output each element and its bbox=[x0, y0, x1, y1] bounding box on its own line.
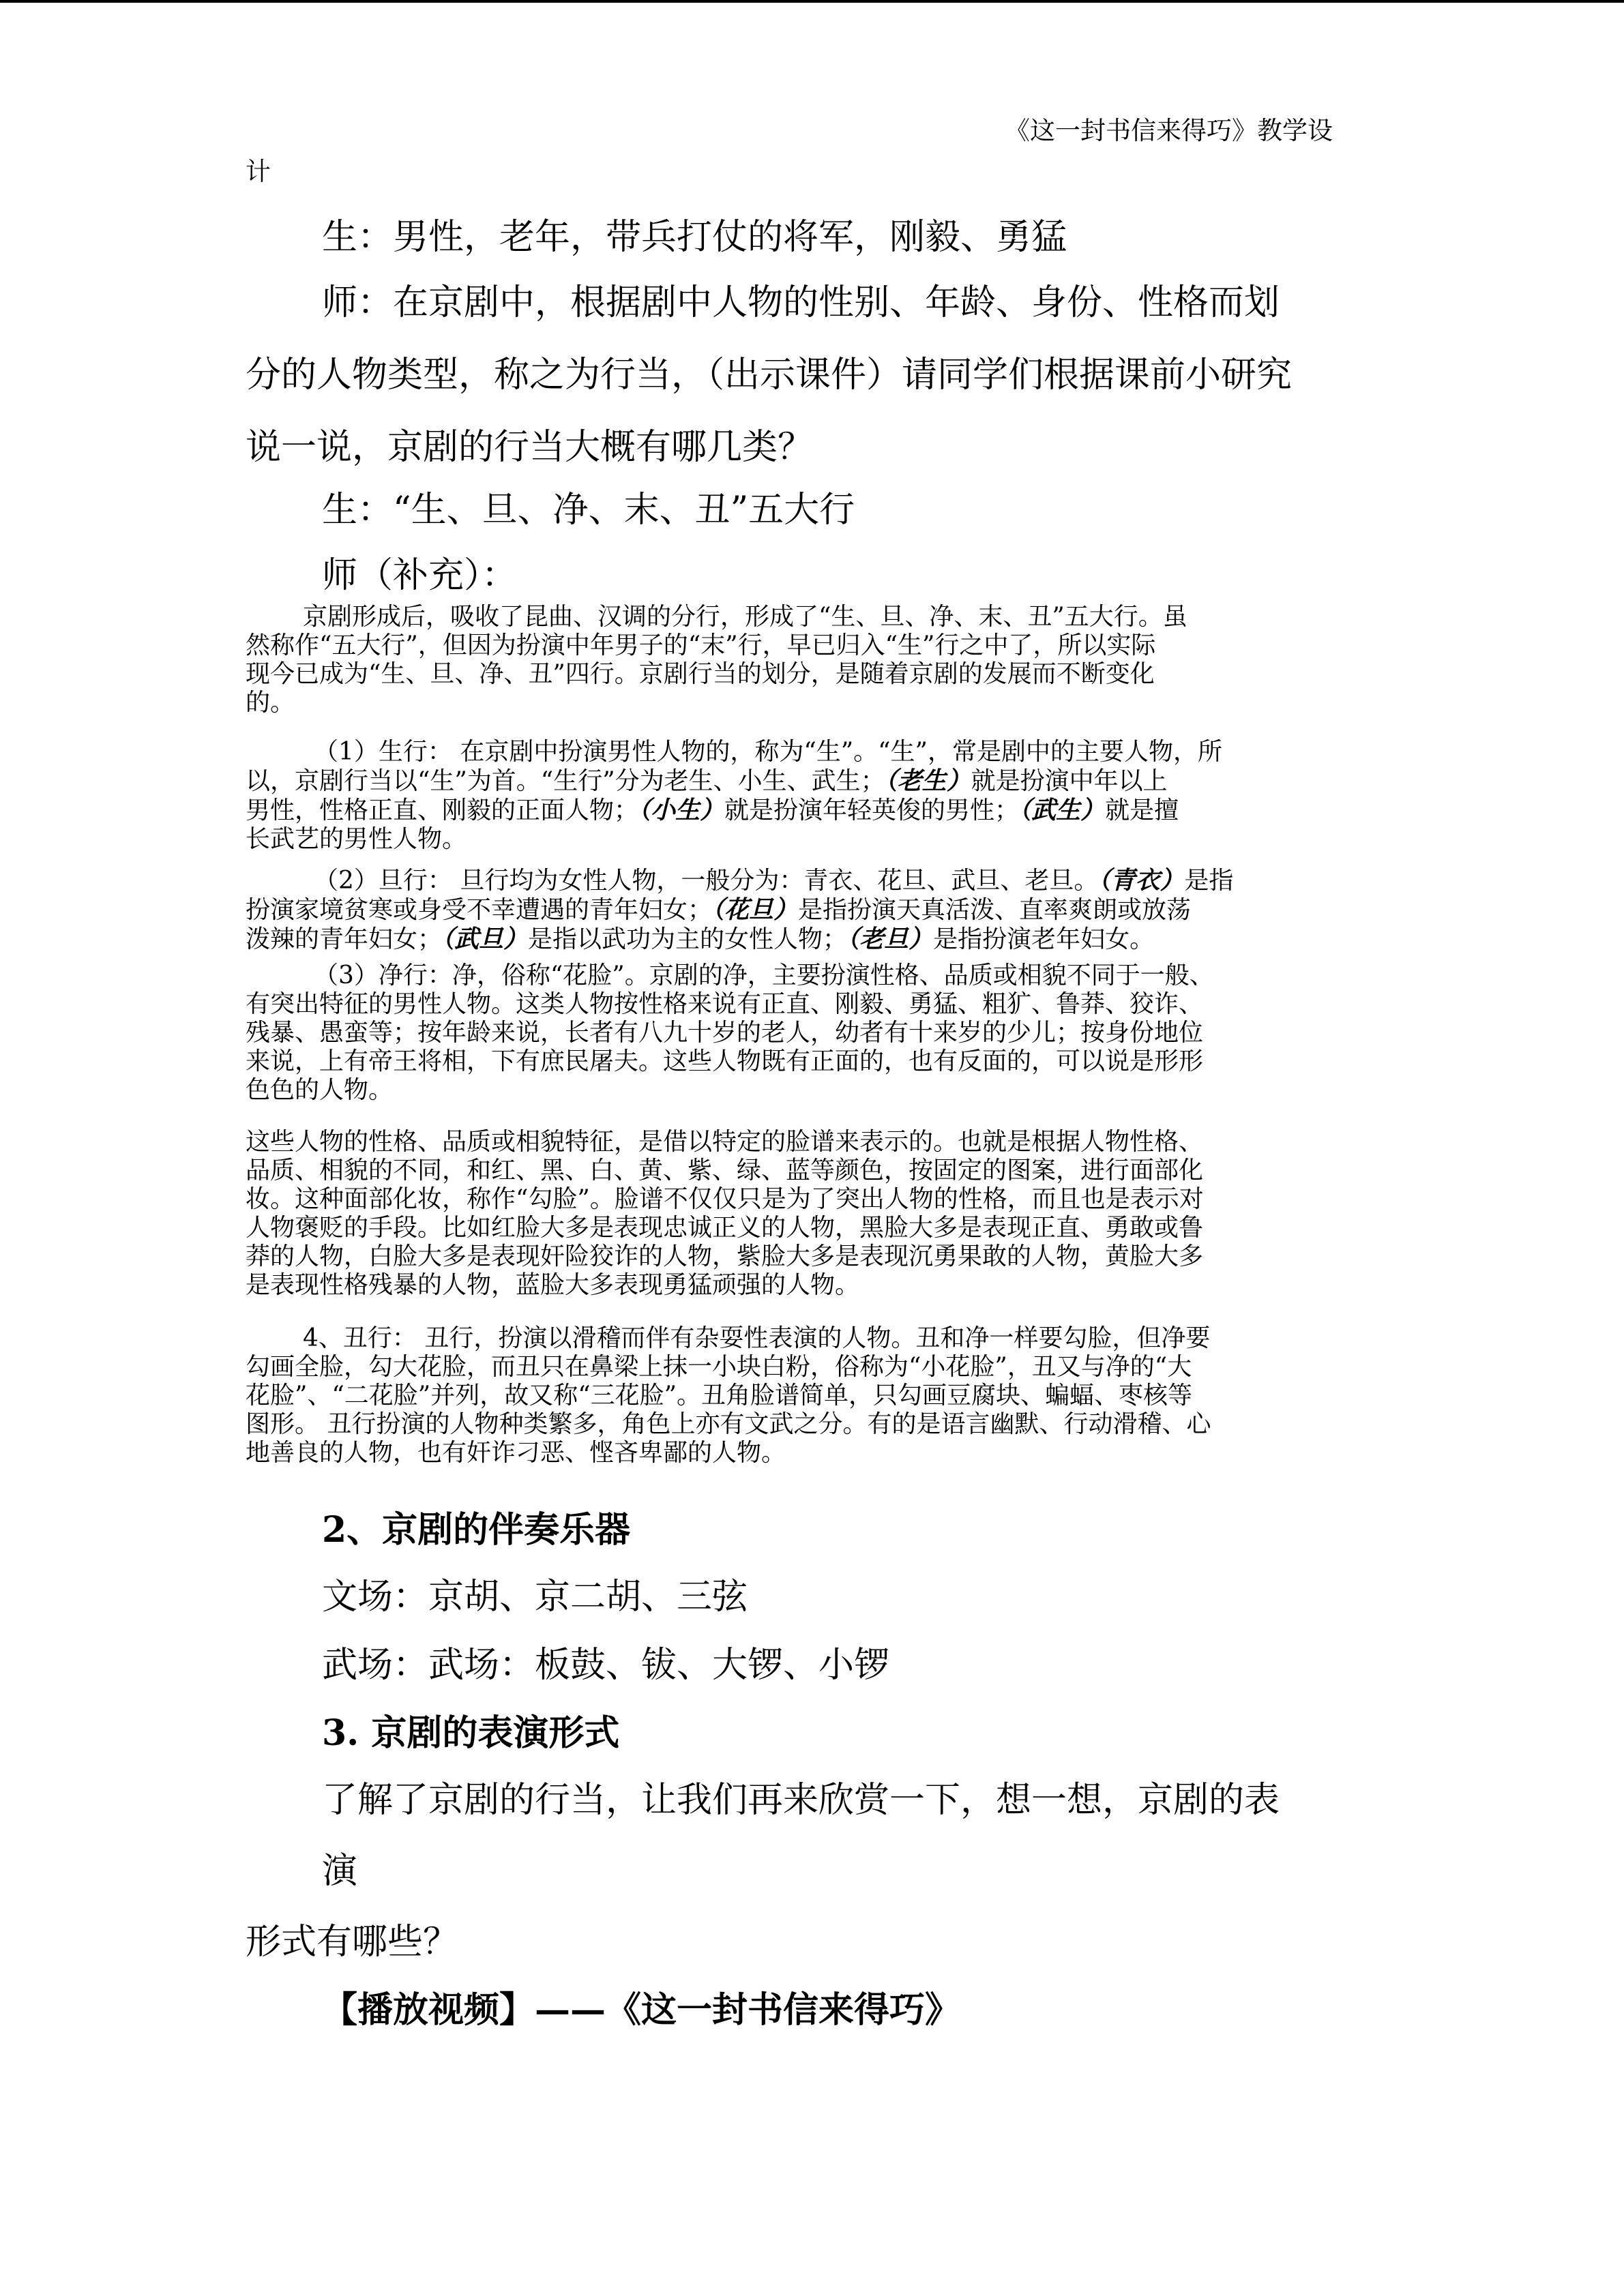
teacher-question-line: 说一说，京剧的行当大概有哪几类？ bbox=[246, 427, 814, 468]
role-term-wudan: （武旦） bbox=[442, 925, 529, 953]
text-line: 妆。这种面部化妆，称作“勾脸”。脸谱不仅仅只是为了突出人物的性格，而且也是表示对 bbox=[246, 1185, 1204, 1213]
text-line: 勾画全脸，勾大花脸，而丑只在鼻梁上抹一小块白粉，俗称为“小花脸”，丑又与净的“大 bbox=[246, 1353, 1192, 1381]
text-segment: 扮演家境贫寒或身受不幸遭遇的青年妇女； bbox=[246, 896, 713, 924]
performance-question-line: 演 bbox=[322, 1851, 358, 1892]
text-segment: 就是扮演年轻英俊的男性； bbox=[724, 796, 1020, 824]
text-line: 有突出特征的男性人物。这类人物按性格来说有正直、刚毅、勇猛、粗犷、鲁莽、狡诈、 bbox=[246, 990, 1204, 1018]
supplement-intro bbox=[246, 603, 1378, 717]
student-answer-1: 生：男性，老年，带兵打仗的将军，刚毅、勇猛 bbox=[322, 217, 1067, 258]
student-answer-2: 生：“生、旦、净、末、丑”五大行 bbox=[322, 490, 855, 531]
text-line: 然称作“五大行”，但因为扮演中年男子的“末”行，早已归入“生”行之中了，所以实际 bbox=[246, 631, 1156, 659]
text-segment: 就是扮演中年以上 bbox=[971, 767, 1168, 795]
section-heading-instruments: 2、京剧的伴奏乐器 bbox=[322, 1509, 631, 1551]
text-segment: 是指扮演老年妇女。 bbox=[933, 925, 1155, 953]
text-line: （1）生行： 在京剧中扮演男性人物的，称为“生”。“生”，常是剧中的主要人物，所 bbox=[314, 738, 1222, 766]
sheng-role-paragraph bbox=[246, 738, 1378, 854]
text-segment: （2）旦行： 旦行均为女性人物，一般分为：青衣、花旦、武旦、老旦。 bbox=[314, 867, 1099, 895]
text-line bbox=[246, 866, 1378, 895]
performance-question-line: 了解了京剧的行当，让我们再来欣赏一下，想一想，京剧的表 bbox=[322, 1780, 1280, 1821]
performance-question-line: 形式有哪些？ bbox=[246, 1922, 459, 1963]
wenchang-instruments: 文场：京胡、京二胡、三弦 bbox=[322, 1577, 748, 1617]
wuchang-instruments: 武场：武场：板鼓、钹、大锣、小锣 bbox=[322, 1645, 890, 1686]
text-segment: 以，京剧行当以“生”为首。“生行”分为老生、小生、武生； bbox=[246, 767, 885, 795]
dan-role-paragraph bbox=[246, 866, 1378, 954]
text-line: 京剧形成后，吸收了昆曲、汉调的分行，形成了“生、旦、净、末、丑”五大行。虽 bbox=[303, 603, 1187, 631]
text-line: 来说，上有帝王将相，下有庶民屠夫。这些人物既有正面的，也有反面的，可以说是形形 bbox=[246, 1047, 1204, 1075]
teacher-question-line: 分的人物类型，称之为行当，（出示课件）请同学们根据课前小研究 bbox=[246, 355, 1293, 396]
role-term-huadan: （花旦） bbox=[712, 895, 799, 924]
facial-makeup-paragraph bbox=[246, 1128, 1378, 1300]
page-top-border bbox=[0, 0, 1624, 3]
text-line: 长武艺的男性人物。 bbox=[246, 825, 467, 853]
text-line: 残暴、愚蛮等；按年龄来说，长者有八九十岁的老人，幼者有十来岁的少儿；按身份地位 bbox=[246, 1019, 1204, 1047]
teacher-question-paragraph bbox=[246, 281, 1378, 469]
text-line: 地善良的人物，也有奸诈刁恶、悭吝卑鄙的人物。 bbox=[246, 1439, 786, 1467]
text-line bbox=[246, 895, 1378, 925]
text-line: 4、丑行： 丑行，扮演以滑稽而伴有杂耍性表演的人物。丑和净一样要勾脸，但净要 bbox=[303, 1324, 1211, 1352]
text-line: 花脸”、“二花脸”并列，故又称“三花脸”。丑角脸谱简单，只勾画豆腐块、蝙蝠、枣核等 bbox=[246, 1382, 1193, 1410]
document-header-title: 《这一封书信来得巧》教学设 bbox=[1005, 116, 1333, 145]
text-line: 色色的人物。 bbox=[246, 1076, 394, 1104]
text-segment: 是指以武功为主的女性人物； bbox=[528, 925, 848, 953]
role-term-xiaosheng: （小生） bbox=[638, 796, 725, 824]
text-line: 的。 bbox=[246, 689, 295, 717]
text-segment: 是指扮演天真活泼、直率爽朗或放荡 bbox=[798, 896, 1192, 924]
text-line: 莽的人物，白脸大多是表现奸险狡诈的人物，紫脸大多是表现沉勇果敢的人物，黄脸大多 bbox=[246, 1242, 1204, 1270]
role-term-wusheng: （武生） bbox=[1019, 796, 1106, 824]
text-line: 品质、相貌的不同，和红、黑、白、黄、紫、绿、蓝等颜色，按固定的图案，进行面部化 bbox=[246, 1157, 1204, 1184]
section-heading-performance: 3. 京剧的表演形式 bbox=[322, 1712, 620, 1754]
text-line: 人物褒贬的手段。比如红脸大多是表现忠诚正义的人物，黑脸大多是表现正直、勇敢或鲁 bbox=[246, 1214, 1204, 1242]
text-segment: 泼辣的青年妇女； bbox=[246, 925, 443, 953]
text-line: （3）净行：净，俗称“花脸”。京剧的净，主要扮演性格、品质或相貌不同于一般、 bbox=[314, 961, 1214, 989]
text-line: 这些人物的性格、品质或相貌特征，是借以特定的脸谱来表示的。也就是根据人物性格、 bbox=[246, 1128, 1204, 1156]
text-segment: 男性，性格正直、刚毅的正面人物； bbox=[246, 796, 639, 824]
chou-role-paragraph bbox=[246, 1324, 1378, 1467]
jing-role-paragraph bbox=[246, 961, 1378, 1105]
text-segment: 就是擅 bbox=[1105, 796, 1179, 824]
text-line bbox=[246, 925, 1378, 954]
text-line bbox=[246, 766, 1378, 796]
text-line: 现今已成为“生、旦、净、丑”四行。京剧行当的划分，是随着京剧的发展而不断变化 bbox=[246, 660, 1155, 688]
text-segment: 是指 bbox=[1184, 867, 1234, 895]
document-header-title-continued: 计 bbox=[246, 157, 271, 186]
role-term-laosheng: （老生） bbox=[885, 766, 971, 795]
play-video-instruction: 【播放视频】——《这一封书信来得巧》 bbox=[322, 1989, 961, 2031]
text-line: 是表现性格残暴的人物，蓝脸大多表现勇猛顽强的人物。 bbox=[246, 1271, 860, 1299]
teacher-supplement-label: 师（补充）： bbox=[322, 555, 518, 596]
role-term-qingyi: （青衣） bbox=[1098, 866, 1185, 895]
text-line: 图形。 丑行扮演的人物种类繁多，角色上亦有文武之分。有的是语言幽默、行动滑稽、心 bbox=[246, 1410, 1211, 1438]
role-term-laodan: （老旦） bbox=[847, 925, 934, 953]
teacher-question-line: 师：在京剧中，根据剧中人物的性别、年龄、身份、性格而划 bbox=[322, 282, 1280, 323]
text-line bbox=[246, 796, 1378, 825]
